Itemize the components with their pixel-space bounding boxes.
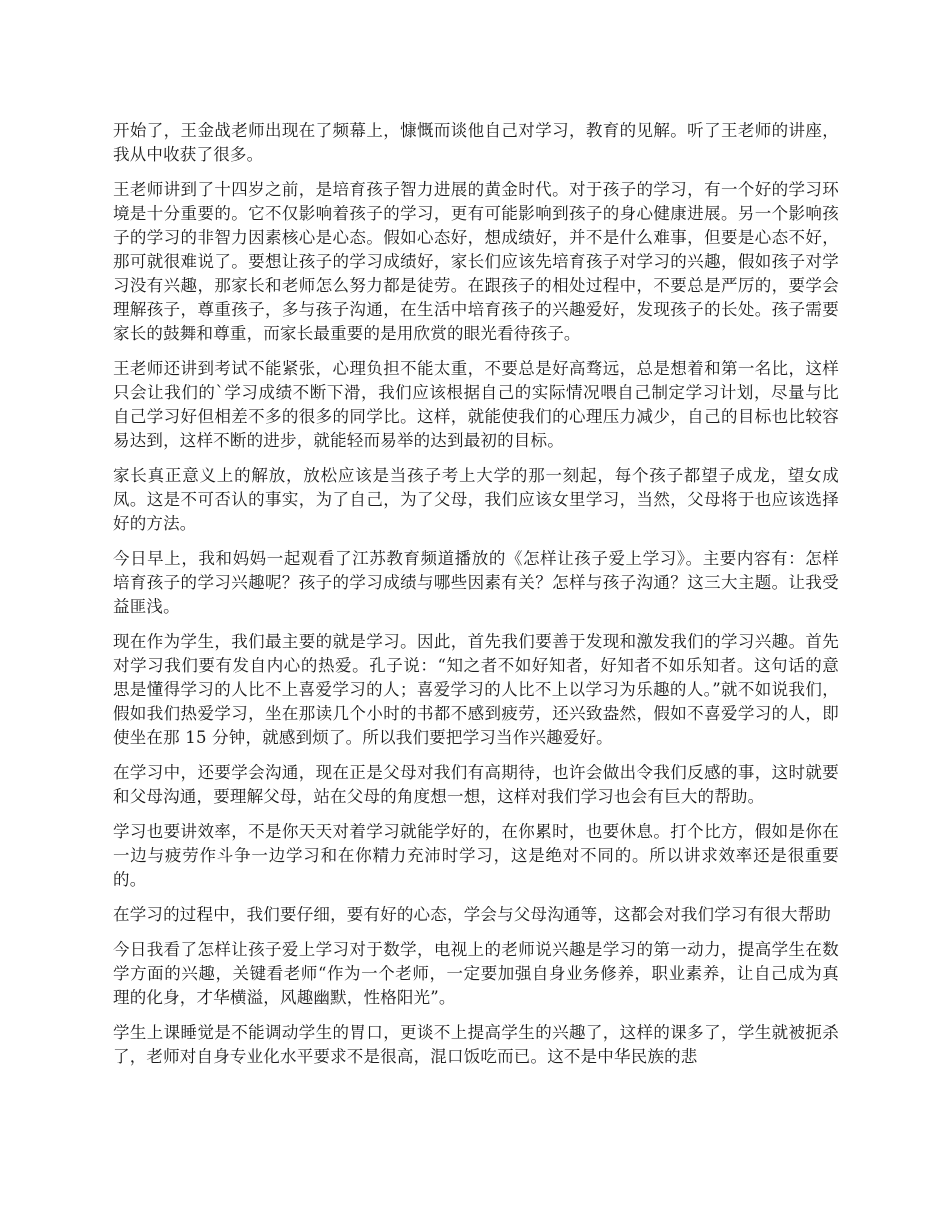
paragraph-2: 王老师讲到了十四岁之前，是培育孩子智力进展的黄金时代。对于孩子的学习，有一个好的学习环境是十分重要的。它不仅影响着孩子的学习，更有可能影响到孩子的身心健康进展。另一个影响孩子的学习的非智力因素核心是心态。假如心态好，想成绩好，并不是什么难事，但要是心态不好，那可就很难说了。要想让孩子的学习成绩好，家长们应该先培育孩子对学习的兴趣，假如孩子对学习没有兴趣，那家长和老师怎么努力都是徒劳。在跟孩子的相处过程中，不要总是严厉的，要学会理解孩子，尊重孩子，多与孩子沟通，在生活中培育孩子的兴趣爱好，发现孩子的长处。孩子需要家长的鼓舞和尊重，而家长最重要的是用欣赏的眼光看待孩子。: [113, 180, 839, 343]
paragraph-3: 王老师还讲到考试不能紧张，心理负担不能太重，不要总是好高骛远，总是想着和第一名比，这样只会让我们的`学习成绩不断下滑，我们应该根据自己的实际情况喂自己制定学习计划，尽量与比自己学习好但相差不多的很多的同学比。这样，就能使我们的心理压力减少，自己的目标也比较容易达到，这样不断的进步，就能轻而易举的达到最初的目标。: [113, 359, 839, 450]
paragraph-6: 现在作为学生，我们最主要的就是学习。因此，首先我们要善于发现和激发我们的学习兴趣。首先对学习我们要有发自内心的热爱。孔子说：“知之者不如好知者，好知者不如乐知者。这句话的意思是懂得学习的人比不上喜爱学习的人；喜爱学习的人比不上以学习为乐趣的人。”就不如说我们，假如我们热爱学习，坐在那读几个小时的书都不感到疲劳，还兴致盎然，假如不喜爱学习的人，即使坐在那 15 分钟，就感到烦了。所以我们要把学习当作兴趣爱好。: [113, 632, 839, 747]
paragraph-7: 在学习中，还要学会沟通，现在正是父母对我们有高期待，也许会做出令我们反感的事，这时就要和父母沟通，要理解父母，站在父母的角度想一想，这样对我们学习也会有巨大的帮助。: [113, 763, 839, 806]
paragraph-8: 学习也要讲效率，不是你天天对着学习就能学好的，在你累时，也要休息。打个比方，假如是你在一边与疲劳作斗争一边学习和在你精力充沛时学习，这是绝对不同的。所以讲求效率还是很重要的。: [113, 822, 839, 889]
paragraph-5: 今日早上，我和妈妈一起观看了江苏教育频道播放的《怎样让孩子爱上学习》。主要内容有：怎样培育孩子的学习兴趣呢？孩子的学习成绩与哪些因素有关？怎样与孩子沟通？这三大主题。让我受益匪浅。: [113, 549, 839, 616]
paragraph-9: 在学习的过程中，我们要仔细，要有好的心态，学会与父母沟通等，这都会对我们学习有很大帮助: [113, 905, 832, 924]
paragraph-11: 学生上课睡觉是不能调动学生的胃口，更谈不上提高学生的兴趣了，这样的课多了，学生就被扼杀了，老师对自身专业化水平要求不是很高，混口饭吃而已。这不是中华民族的悲: [113, 1023, 839, 1066]
document-body: [113, 119, 839, 1080]
paragraph-10: 今日我看了怎样让孩子爱上学习对于数学，电视上的老师说兴趣是学习的第一动力，提高学生在数学方面的兴趣，关键看老师“作为一个老师，一定要加强自身业务修养，职业素养，让自己成为真理的化身，才华横溢，风趣幽默，性格阳光”。: [113, 940, 839, 1007]
paragraph-4: 家长真正意义上的解放，放松应该是当孩子考上大学的那一刻起，每个孩子都望子成龙，望女成凤。这是不可否认的事实，为了自己，为了父母，我们应该女里学习，当然，父母将于也应该选择好的方法。: [113, 466, 839, 533]
paragraph-1: 开始了，王金战老师出现在了频幕上，慷慨而谈他自己对学习，教育的见解。听了王老师的讲座，我从中收获了很多。: [113, 121, 839, 164]
